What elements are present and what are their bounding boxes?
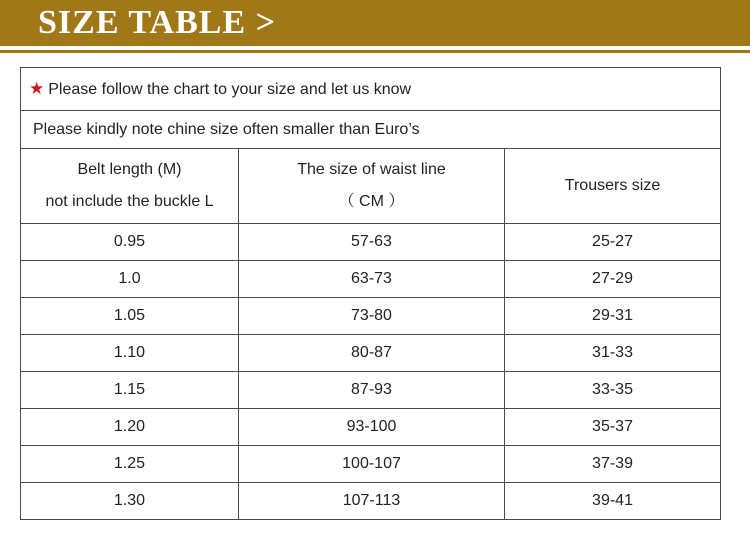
follow-chart-text: Please follow the chart to your size and let us know — [48, 81, 412, 98]
table-row — [21, 261, 721, 298]
size-note: Please kindly note chine size often smaller than Euro’s — [21, 111, 721, 149]
trousers-size-cell: 25-27 — [505, 224, 721, 261]
belt-length-sublabel: not include the buckle L — [45, 193, 214, 210]
waist-size-cell: 57-63 — [239, 224, 505, 261]
table-row — [21, 224, 721, 261]
trousers-size-cell: 29-31 — [505, 298, 721, 335]
waist-size-cell: 100-107 — [239, 446, 505, 483]
belt-length-cell: 0.95 — [21, 224, 239, 261]
trousers-size-header: Trousers size — [505, 149, 721, 224]
table-row — [21, 446, 721, 483]
belt-length-label: Belt length (M) — [77, 161, 182, 178]
notice-row — [21, 111, 721, 149]
table-row — [21, 335, 721, 372]
belt-length-cell: 1.0 — [21, 261, 239, 298]
table-row — [21, 298, 721, 335]
trousers-size-cell: 39-41 — [505, 483, 721, 520]
header-row — [21, 149, 721, 224]
table-row — [21, 372, 721, 409]
star-icon: ★ — [29, 79, 45, 98]
trousers-size-cell: 35-37 — [505, 409, 721, 446]
table-row — [21, 409, 721, 446]
waist-size-cell: 87-93 — [239, 372, 505, 409]
belt-length-cell: 1.30 — [21, 483, 239, 520]
banner-divider — [0, 50, 750, 53]
waist-size-cell: 107-113 — [239, 483, 505, 520]
belt-length-header — [21, 149, 239, 224]
waist-size-label: The size of waist line — [297, 161, 446, 178]
follow-chart-note — [21, 68, 721, 111]
page-title: SIZE TABLE > — [38, 4, 276, 41]
belt-length-cell: 1.25 — [21, 446, 239, 483]
belt-length-cell: 1.05 — [21, 298, 239, 335]
waist-size-cell: 93-100 — [239, 409, 505, 446]
header-banner — [0, 0, 750, 46]
trousers-size-cell: 27-29 — [505, 261, 721, 298]
waist-size-cell: 80-87 — [239, 335, 505, 372]
belt-length-cell: 1.15 — [21, 372, 239, 409]
waist-size-header — [239, 149, 505, 224]
notice-row — [21, 68, 721, 111]
table-row — [21, 483, 721, 520]
trousers-size-cell: 31-33 — [505, 335, 721, 372]
size-rows — [21, 224, 721, 520]
trousers-size-cell: 33-35 — [505, 372, 721, 409]
waist-size-unit: （ CM ） — [338, 193, 405, 210]
trousers-size-cell: 37-39 — [505, 446, 721, 483]
belt-length-cell: 1.20 — [21, 409, 239, 446]
waist-size-cell: 73-80 — [239, 298, 505, 335]
belt-length-cell: 1.10 — [21, 335, 239, 372]
waist-size-cell: 63-73 — [239, 261, 505, 298]
size-table — [20, 67, 721, 520]
